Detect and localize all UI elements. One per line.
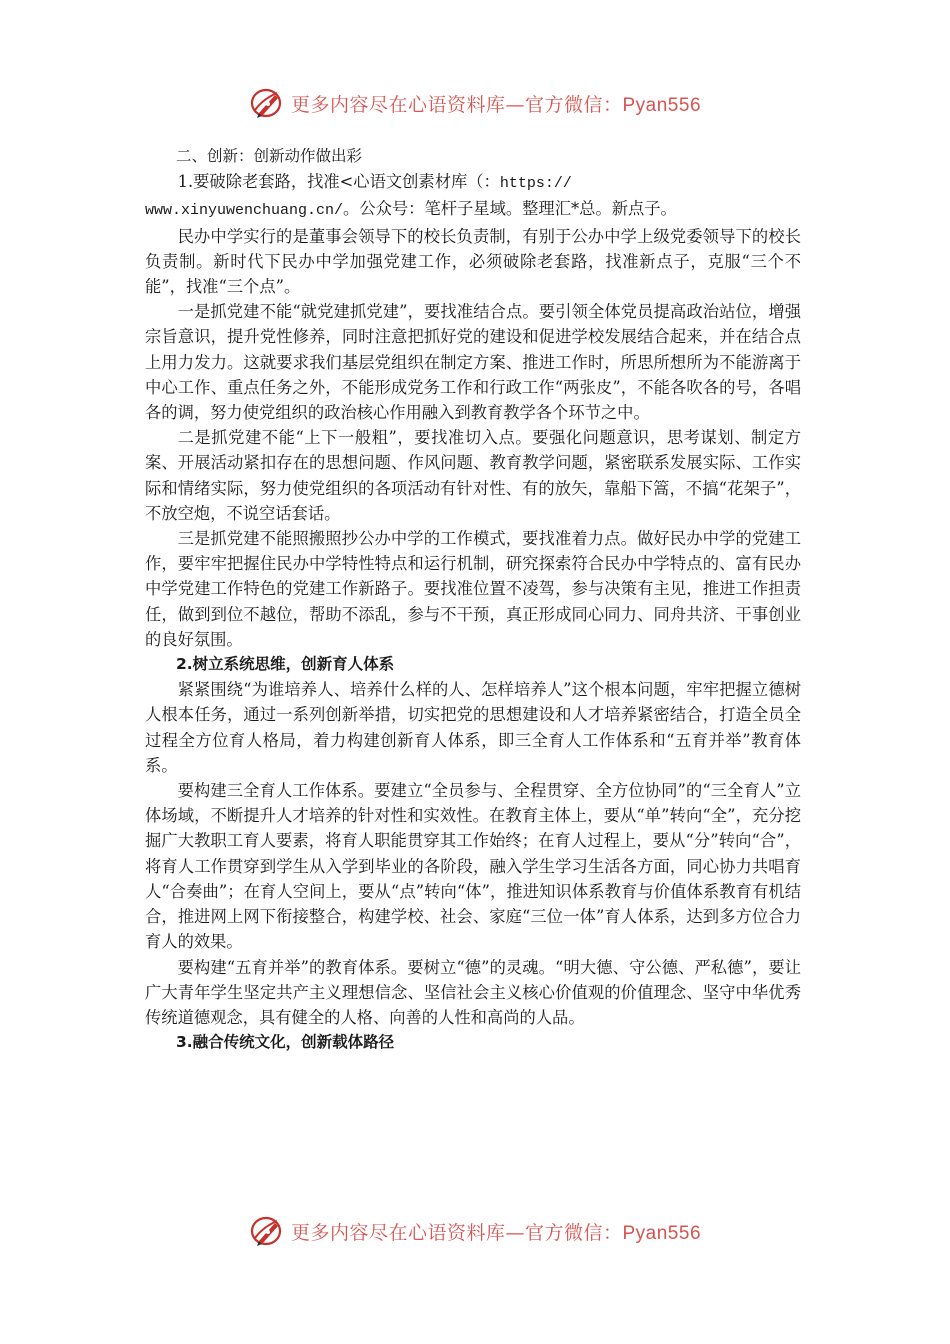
paragraph-5: 紧紧围绕“为谁培养人、培养什么样的人、怎样培养人”这个根本问题，牢牢把握立德树人根本任务，通过一系列创新举措，切实把党的思想建设和人才培养紧密结合，打造全员全过程全方位育人格局，着力构建创新育人体系，即三全育人工作体系和“五育并举”教育体系。 — [145, 680, 801, 775]
footer-banner-content — [249, 1213, 701, 1249]
document-body — [145, 144, 801, 1055]
subheading-1-url-b: www.xinyuwenchuang.cn/ — [145, 202, 344, 220]
footer-banner — [0, 1211, 950, 1251]
paragraph-6: 要构建三全育人工作体系。要建立“全员参与、全程贯穿、全方位协同”的“三全育人”立体场域，不断提升人才培养的针对性和实效性。在教育主体上，要从“单”转向“全”，充分挖掘广大教职工育人要素，将育人职能贯穿其工作始终；在育人过程上，要从“分”转向“合”，将育人工作贯穿到学生从入学到毕业的各阶段，融入学生学习生活各方面，同心协力共唱育人“合奏曲”；在育人空间上，要从“点”转向“体”，推进知识体系教育与价值体系教育有机结合，推进网上网下衔接整合，构建学校、社会、家庭“三位一体”育人体系，达到多方位合力育人的效果。 — [145, 781, 801, 952]
banner-text — [291, 90, 701, 117]
subheading-1 — [145, 169, 801, 196]
paragraph-1: 民办中学实行的是董事会领导下的校长负责制，有别于公办中学上级党委领导下的校长负责制。新时代下民办中学加强党建工作，必须破除老套路，找准新点子，克服“三个不能”，找准“三个点”。 — [145, 226, 801, 297]
subheading-3: 3.融合传统文化，创新载体路径 — [176, 1033, 395, 1052]
paragraph-2: 一是抓党建不能“就党建抓党建”，要找准结合点。要引领全体党员提高政治站位，增强宗旨意识，提升党性修养，同时注意把抓好党的建设和促进学校发展结合起来，并在结合点上用力发力。这就要求我们基层党组织在制定方案、推进工作时，所思所想所为不能游离于中心工作、重点任务之外，不能形成党务工作和行政工作“两张皮”，不能各吹各的号，各唱各的调，努力使党组织的政治核心作用融入到教育教学各个环节之中。 — [145, 302, 801, 423]
paragraph-3: 二是抓党建不能“上下一般粗”，要找准切入点。要强化问题意识，思考谋划、制定方案、开展活动紧扣存在的思想问题、作风问题、教育教学问题，紧密联系发展实际、工作实际和情绪实际，努力使党组织的各项活动有针对性、有的放矢，靠船下篙，不搞“花架子”，不放空炮，不说空话套话。 — [145, 428, 801, 523]
subheading-1-suffix: 。公众号：笔杆子星域。整理汇*总。新点子。 — [343, 199, 677, 219]
subheading-1-cont — [145, 196, 801, 223]
wechat-id: Pyan556 — [622, 1222, 702, 1244]
header-banner-content — [249, 85, 701, 121]
wechat-id: Pyan556 — [622, 94, 702, 116]
subheading-1-url-a: https:// — [499, 175, 572, 193]
banner-label: 更多内容尽在心语资料库—官方微信： — [290, 93, 623, 116]
pen-logo-icon — [249, 85, 285, 121]
paragraph-4: 三是抓党建不能照搬照抄公办中学的工作模式，要找准着力点。做好民办中学的党建工作，要牢牢把握住民办中学特性特点和运行机制，研究探索符合民办中学特点的、富有民办中学党建工作特色的党建工作新路子。要找准位置不凌驾，参与决策有主见，推进工作担责任，做到到位不越位，帮助不添乱，参与不干预，真正形成同心同力、同舟共济、干事创业的良好氛围。 — [145, 529, 801, 649]
banner-label: 更多内容尽在心语资料库—官方微信： — [290, 1221, 623, 1244]
header-banner — [0, 83, 950, 123]
pen-logo-icon — [249, 1213, 285, 1249]
banner-text — [291, 1218, 701, 1245]
section-title: 二、创新：创新动作做出彩 — [176, 147, 363, 165]
subheading-2: 2.树立系统思维，创新育人体系 — [176, 655, 395, 674]
paragraph-7: 要构建“五育并举”的教育体系。要树立“德”的灵魂。“明大德、守公德、严私德”，要让广大青年学生坚定共产主义理想信念、坚信社会主义核心价值观的价值理念、坚守中华优秀传统道德观念，具有健全的人格、向善的人性和高尚的人品。 — [145, 957, 801, 1027]
subheading-1-prefix: 1.要破除老套路，找准<心语文创素材库（： — [177, 172, 500, 192]
